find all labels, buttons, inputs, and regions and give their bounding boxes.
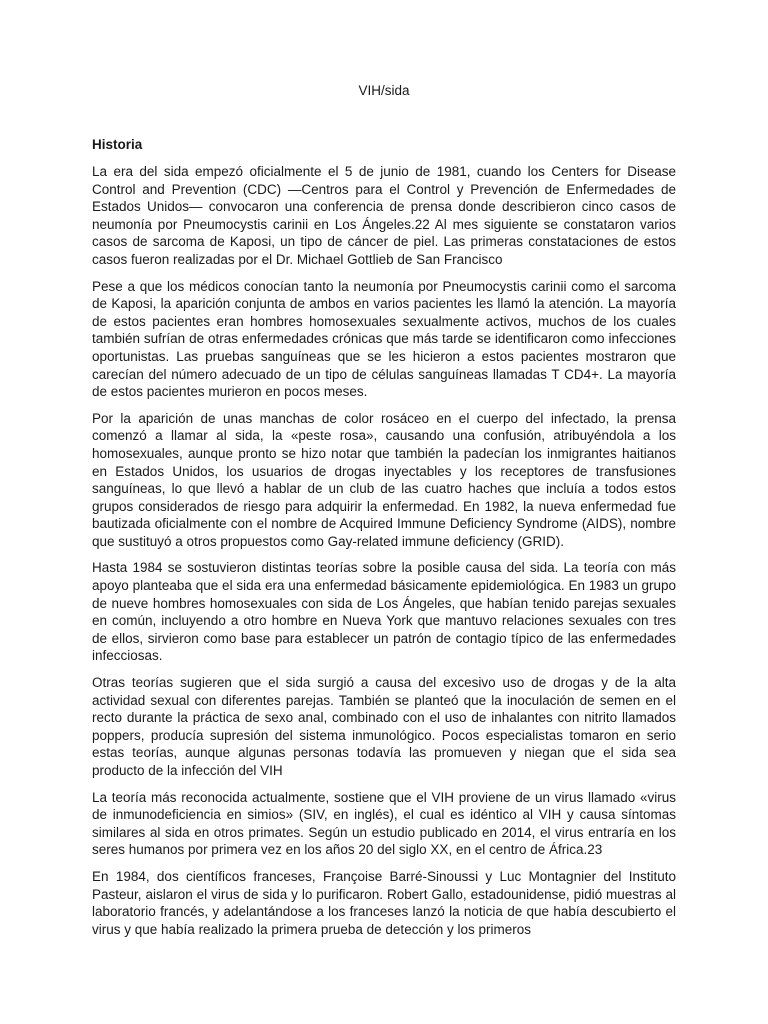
document-page [92,82,676,947]
paragraph-3: Por la aparición de unas manchas de color rosáceo en el cuerpo del infectado, la prensa comenzó a llamar al sida, la «peste rosa», causando una confusión, atribuyéndola a los homosexuales, aunque pronto se hizo notar que también la padecían los inmigrantes haitianos en Estados Unidos, los usuarios de drogas inyectables y los receptores de transfusiones sanguíneas, lo que llevó a hablar de un club de las cuatro haches que incluía a todos estos grupos considerados de riesgo para adquirir la enfermedad. En 1982, la nueva enfermedad fue bautizada oficialmente con el nombre de Acquired Immune Deficiency Syndrome (AIDS), nombre que sustituyó a otros propuestos como Gay-related immune deficiency (GRID). [92,410,676,549]
paragraph-6: La teoría más reconocida actualmente, sostiene que el VIH proviene de un virus llamado «virus de inmunodeficiencia en simios» (SIV, en inglés), el cual es idéntico al VIH y causa síntomas similares al sida en otros primates. Según un estudio publicado en 2014, el virus entraría en los seres humanos por primera vez en los años 20 del siglo XX, en el centro de África.23 [92,789,676,858]
paragraph-4: Hasta 1984 se sostuvieron distintas teorías sobre la posible causa del sida. La teoría con más apoyo planteaba que el sida era una enfermedad básicamente epidemiológica. En 1983 un grupo de nueve hombres homosexuales con sida de Los Ángeles, que habían tenido parejas sexuales en común, incluyendo a otro hombre en Nueva York que mantuvo relaciones sexuales con tres de ellos, sirvieron como base para establecer un patrón de contagio típico de las enfermedades infecciosas. [92,560,676,664]
paragraph-2: Pese a que los médicos conocían tanto la neumonía por Pneumocystis carinii como el sarcoma de Kaposi, la aparición conjunta de ambos en varios pacientes les llamó la atención. La mayoría de estos pacientes eran hombres homosexuales sexualmente activos, muchos de los cuales también sufrían de otras enfermedades crónicas que más tarde se identificaron como infecciones oportunistas. Las pruebas sanguíneas que se les hicieron a estos pacientes mostraron que carecían del número adecuado de un tipo de células sanguíneas llamadas T CD4+. La mayoría de estos pacientes murieron en pocos meses. [92,278,676,400]
paragraph-7: En 1984, dos científicos franceses, Françoise Barré-Sinoussi y Luc Montagnier del Instituto Pasteur, aislaron el virus de sida y lo purificaron. Robert Gallo, estadounidense, pidió muestras al laboratorio francés, y adelantándose a los franceses lanzó la noticia de que había descubierto el virus y que había realizado la primera prueba de detección y los primeros [92,868,676,937]
section-heading: Historia [92,137,143,152]
paragraph-5: Otras teorías sugieren que el sida surgió a causa del excesivo uso de drogas y de la alta actividad sexual con diferentes parejas. También se planteó que la inoculación de semen en el recto durante la práctica de sexo anal, combinado con el uso de inhalantes con nitrito llamados poppers, producía supresión del sistema inmunológico. Pocos especialistas tomaron en serio estas teorías, aunque algunas personas todavía las promueven y niegan que el sida sea producto de la infección del VIH [92,675,676,778]
document-title: VIH/sida [358,83,410,98]
paragraph-1: La era del sida empezó oficialmente el 5 de junio de 1981, cuando los Centers for Disease Control and Prevention (CDC) —Centros para el Control y Prevención de Enfermedades de Estados Unidos— convocaron una conferencia de prensa donde describieron cinco casos de neumonía por Pneumocystis carinii en Los Ángeles.22 Al mes siguiente se constataron varios casos de sarcoma de Kaposi, un tipo de cáncer de piel. Las primeras constataciones de estos casos fueron realizadas por el Dr. Michael Gottlieb de San Francisco [92,164,676,267]
